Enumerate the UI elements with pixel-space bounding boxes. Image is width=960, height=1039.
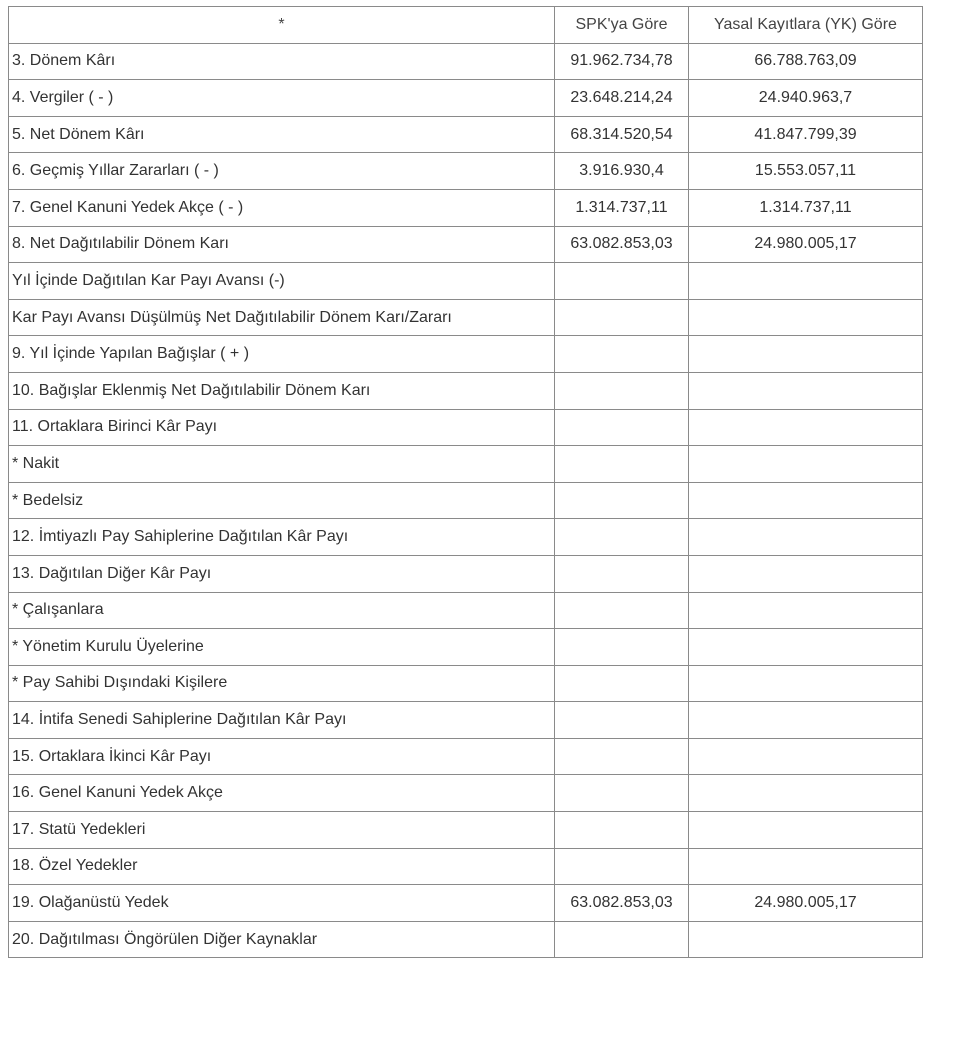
spk-value-cell: 91.962.734,78 (555, 43, 689, 80)
yk-value-cell: 24.940.963,7 (689, 80, 923, 117)
spk-value-cell: 63.082.853,03 (555, 226, 689, 263)
row-label-cell: * Bedelsiz (9, 482, 555, 519)
yk-value-cell (689, 263, 923, 300)
table-row (9, 555, 923, 592)
spk-value-cell (555, 336, 689, 373)
table-row (9, 519, 923, 556)
table-body (9, 43, 923, 958)
header-spk: SPK'ya Göre (555, 7, 689, 44)
table-row (9, 775, 923, 812)
row-label-cell: * Pay Sahibi Dışındaki Kişilere (9, 665, 555, 702)
row-label-cell: 20. Dağıtılması Öngörülen Diğer Kaynaklar (9, 921, 555, 958)
row-label-cell: 10. Bağışlar Eklenmiş Net Dağıtılabilir Dönem Karı (9, 372, 555, 409)
yk-value-cell: 1.314.737,11 (689, 189, 923, 226)
table-row (9, 738, 923, 775)
row-label-cell: 3. Dönem Kârı (9, 43, 555, 80)
table-row (9, 848, 923, 885)
row-label-cell: 11. Ortaklara Birinci Kâr Payı (9, 409, 555, 446)
spk-value-cell (555, 629, 689, 666)
yk-value-cell (689, 665, 923, 702)
spk-value-cell (555, 372, 689, 409)
table-row (9, 299, 923, 336)
row-label-cell: 4. Vergiler ( - ) (9, 80, 555, 117)
yk-value-cell (689, 299, 923, 336)
spk-value-cell (555, 409, 689, 446)
spk-value-cell (555, 299, 689, 336)
yk-value-cell: 24.980.005,17 (689, 885, 923, 922)
yk-value-cell (689, 702, 923, 739)
row-label-cell: 7. Genel Kanuni Yedek Akçe ( - ) (9, 189, 555, 226)
spk-value-cell (555, 519, 689, 556)
row-label-cell: 14. İntifa Senedi Sahiplerine Dağıtılan Kâr Payı (9, 702, 555, 739)
yk-value-cell (689, 629, 923, 666)
yk-value-cell (689, 372, 923, 409)
row-label-cell: Kar Payı Avansı Düşülmüş Net Dağıtılabilir Dönem Karı/Zararı (9, 299, 555, 336)
yk-value-cell (689, 921, 923, 958)
table-row (9, 153, 923, 190)
table-row (9, 665, 923, 702)
row-label-cell: * Çalışanlara (9, 592, 555, 629)
row-label-cell: * Nakit (9, 446, 555, 483)
table-row (9, 592, 923, 629)
row-label-cell: 12. İmtiyazlı Pay Sahiplerine Dağıtılan Kâr Payı (9, 519, 555, 556)
yk-value-cell (689, 446, 923, 483)
yk-value-cell (689, 592, 923, 629)
yk-value-cell (689, 519, 923, 556)
row-label-cell: 16. Genel Kanuni Yedek Akçe (9, 775, 555, 812)
table-row (9, 702, 923, 739)
row-label-cell: 19. Olağanüstü Yedek (9, 885, 555, 922)
yk-value-cell: 41.847.799,39 (689, 116, 923, 153)
row-label-cell: 6. Geçmiş Yıllar Zararları ( - ) (9, 153, 555, 190)
header-yk: Yasal Kayıtlara (YK) Göre (689, 7, 923, 44)
table-row (9, 336, 923, 373)
spk-value-cell: 23.648.214,24 (555, 80, 689, 117)
yk-value-cell (689, 812, 923, 849)
yk-value-cell: 24.980.005,17 (689, 226, 923, 263)
spk-value-cell (555, 848, 689, 885)
yk-value-cell (689, 775, 923, 812)
row-label-cell: 5. Net Dönem Kârı (9, 116, 555, 153)
row-label-cell: Yıl İçinde Dağıtılan Kar Payı Avansı (-) (9, 263, 555, 300)
spk-value-cell (555, 263, 689, 300)
spk-value-cell (555, 592, 689, 629)
row-label-cell: 18. Özel Yedekler (9, 848, 555, 885)
row-label-cell: 9. Yıl İçinde Yapılan Bağışlar ( + ) (9, 336, 555, 373)
yk-value-cell: 15.553.057,11 (689, 153, 923, 190)
spk-value-cell (555, 738, 689, 775)
spk-value-cell (555, 921, 689, 958)
spk-value-cell (555, 702, 689, 739)
spk-value-cell (555, 555, 689, 592)
yk-value-cell (689, 409, 923, 446)
table-row (9, 812, 923, 849)
spk-value-cell: 3.916.930,4 (555, 153, 689, 190)
spk-value-cell (555, 775, 689, 812)
table-row (9, 921, 923, 958)
table-row (9, 372, 923, 409)
yk-value-cell (689, 482, 923, 519)
table-header (9, 7, 923, 44)
table-row (9, 226, 923, 263)
table-row (9, 116, 923, 153)
row-label-cell: 17. Statü Yedekleri (9, 812, 555, 849)
table-row (9, 43, 923, 80)
spk-value-cell: 1.314.737,11 (555, 189, 689, 226)
yk-value-cell (689, 555, 923, 592)
yk-value-cell (689, 848, 923, 885)
spk-value-cell (555, 446, 689, 483)
table-row (9, 885, 923, 922)
table-row (9, 482, 923, 519)
table-row (9, 629, 923, 666)
spk-value-cell: 68.314.520,54 (555, 116, 689, 153)
header-label: * (9, 7, 555, 44)
table-row (9, 446, 923, 483)
row-label-cell: 15. Ortaklara İkinci Kâr Payı (9, 738, 555, 775)
yk-value-cell: 66.788.763,09 (689, 43, 923, 80)
yk-value-cell (689, 336, 923, 373)
table-row (9, 263, 923, 300)
row-label-cell: * Yönetim Kurulu Üyelerine (9, 629, 555, 666)
spk-value-cell (555, 482, 689, 519)
table-row (9, 189, 923, 226)
spk-value-cell (555, 812, 689, 849)
yk-value-cell (689, 738, 923, 775)
profit-distribution-table (8, 6, 923, 958)
row-label-cell: 13. Dağıtılan Diğer Kâr Payı (9, 555, 555, 592)
spk-value-cell: 63.082.853,03 (555, 885, 689, 922)
table-row (9, 409, 923, 446)
row-label-cell: 8. Net Dağıtılabilir Dönem Karı (9, 226, 555, 263)
header-row (9, 7, 923, 44)
table-row (9, 80, 923, 117)
spk-value-cell (555, 665, 689, 702)
